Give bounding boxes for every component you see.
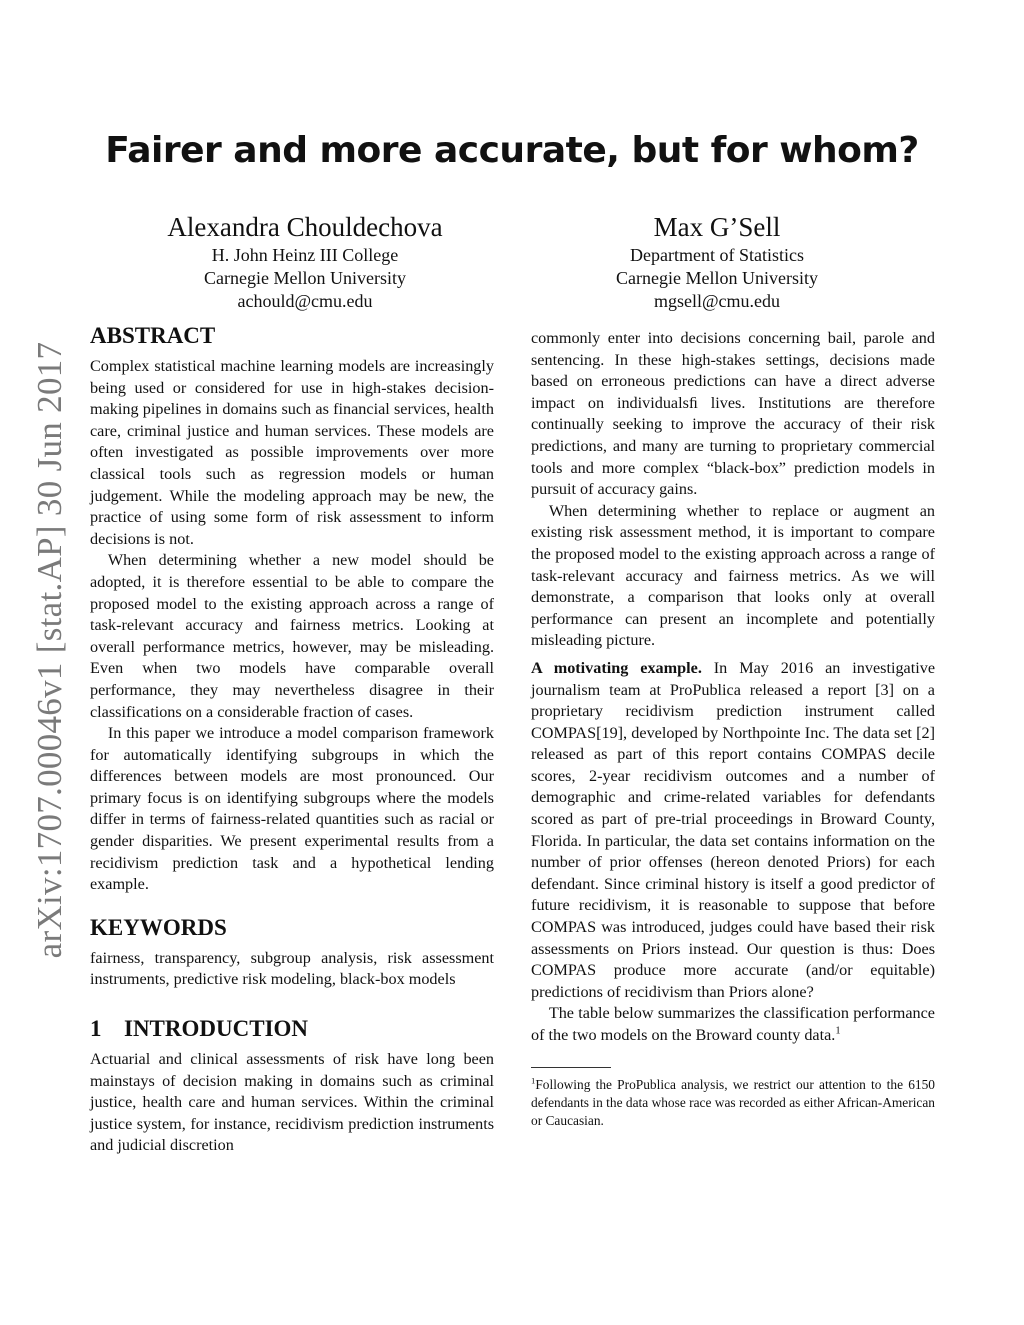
author-institution: Carnegie Mellon University [616,268,818,288]
author-institution: Carnegie Mellon University [204,268,406,288]
abstract-paragraph: In this paper we introduce a model comparison framework for automatically identifying subgroups in which the differences between models are most pronounced. Our primary focus is on identifying subgroups where the models differ in terms of fairness-related quantities such as racial or gender disparities. We present experimental results from a recidivism prediction task and a hypothetical lending example. [90,724,494,894]
author-block-1 [115,210,495,313]
left-column [90,322,494,1157]
abstract-heading: ABSTRACT [90,323,216,348]
motivating-example-runin: A motivating example. [531,658,702,677]
footnote-text: Following the ProPublica analysis, we restrict our attention to the 6150 defendants in the data whose race was recorded as either African-American or Caucasian. [531,1076,935,1128]
footnote-ref[interactable]: 1 [835,1025,841,1037]
motivating-example-text: In May 2016 an investigative journalism team at ProPublica released a report [3] on a proprietary recidivism prediction instrument called COMPAS[19], developed by Northpointe Inc. The data set [2] released as part of this report contains COMPAS decile scores, 2-year recidivism outcomes and a number of demographic and crime-related variables for defendants scored as part of pre-trial proceedings in Broward County, Florida. In particular, the data set contains information on the number of prior offenses (hereon denoted Priors) for each defendant. Since criminal history is itself a good predictor of future recidivism, it is reasonable to suppose that before COMPAS was introduced, judges could have based their risk assessments on Priors instead. Our question is thus: Does COMPAS produce more accurate (and/or equitable) predictions of recidivism than Priors alone? [531,658,935,1001]
introduction-paragraph-continued: commonly enter into decisions concerning bail, parole and sentencing. In these high-stakes settings, decisions made based on erroneous predictions can have a direct adverse impact on individualsﬁ lives. Institutions are therefore continually seeking to improve the accuracy of their risk predictions, and many are turning to proprietary commercial tools and more complex “black-box” prediction models in pursuit of accuracy gains. [531,329,935,499]
arxiv-stamp: arXiv:1707.00046v1 [stat.AP] 30 Jun 2017 [30,341,69,959]
introduction-paragraph: Actuarial and clinical assessments of risk have long been mainstays of decision making in domains such as criminal justice, health care and human services. Within the criminal justice system, for instance, recidivism prediction instruments and judicial discretion [90,1050,494,1155]
section-number: 1 [90,1016,102,1042]
author-name: Alexandra Chouldechova [167,212,443,242]
author-email: achould@cmu.edu [237,291,373,311]
abstract-paragraph: Complex statistical machine learning models are increasingly being used or considered for use in high-stakes decision-making pipelines in domains such as financial services, health care, criminal justice and human services. These models are often investigated as possible improvements over more classical tools such as regression models or human judgement. While the modeling approach may be new, the practice of using some form of risk assessment to inform decisions is not. [90,357,494,548]
summary-paragraph [531,1003,935,1046]
introduction-heading [90,1015,494,1043]
summary-text: The table below summarizes the classification performance of the two models on the Broward county data. [531,1004,935,1044]
paper-title: Fairer and more accurate, but for whom? [105,130,919,171]
section-title: INTRODUCTION [124,1016,309,1042]
introduction-paragraph: When determining whether to replace or augment an existing risk assessment method, it is important to compare the proposed model to the existing approach across a range of task-relevant accuracy and fairness metrics. As we will demonstrate, a comparison that looks only at overall performance can present an incomplete and potentially misleading picture. [531,501,935,650]
author-email: mgsell@cmu.edu [653,291,781,311]
footnote-mark: 1 [531,1075,536,1086]
author-block-2 [527,210,907,313]
footnote-rule [531,1067,611,1068]
keywords-text: fairness, transparency, subgroup analysis, risk assessment instruments, predictive risk modeling, black-box models [90,948,494,989]
right-column [531,328,935,1130]
author-affiliation: Department of Statistics [630,245,804,265]
footnote [531,1076,935,1130]
author-name: Max G’Sell [653,212,781,242]
motivating-example-paragraph [531,658,935,1004]
author-affiliation: H. John Heinz III College [211,245,399,265]
keywords-heading: KEYWORDS [90,914,227,940]
abstract-paragraph: When determining whether a new model should be adopted, it is therefore essential to be able to compare the proposed model to the existing approach across a range of task-relevant accuracy and fairness metrics. Looking at overall performance metrics, however, may be misleading. Even when two models have comparable overall performance, they may nevertheless disagree in their classifications on a considerable fraction of cases. [90,551,494,721]
